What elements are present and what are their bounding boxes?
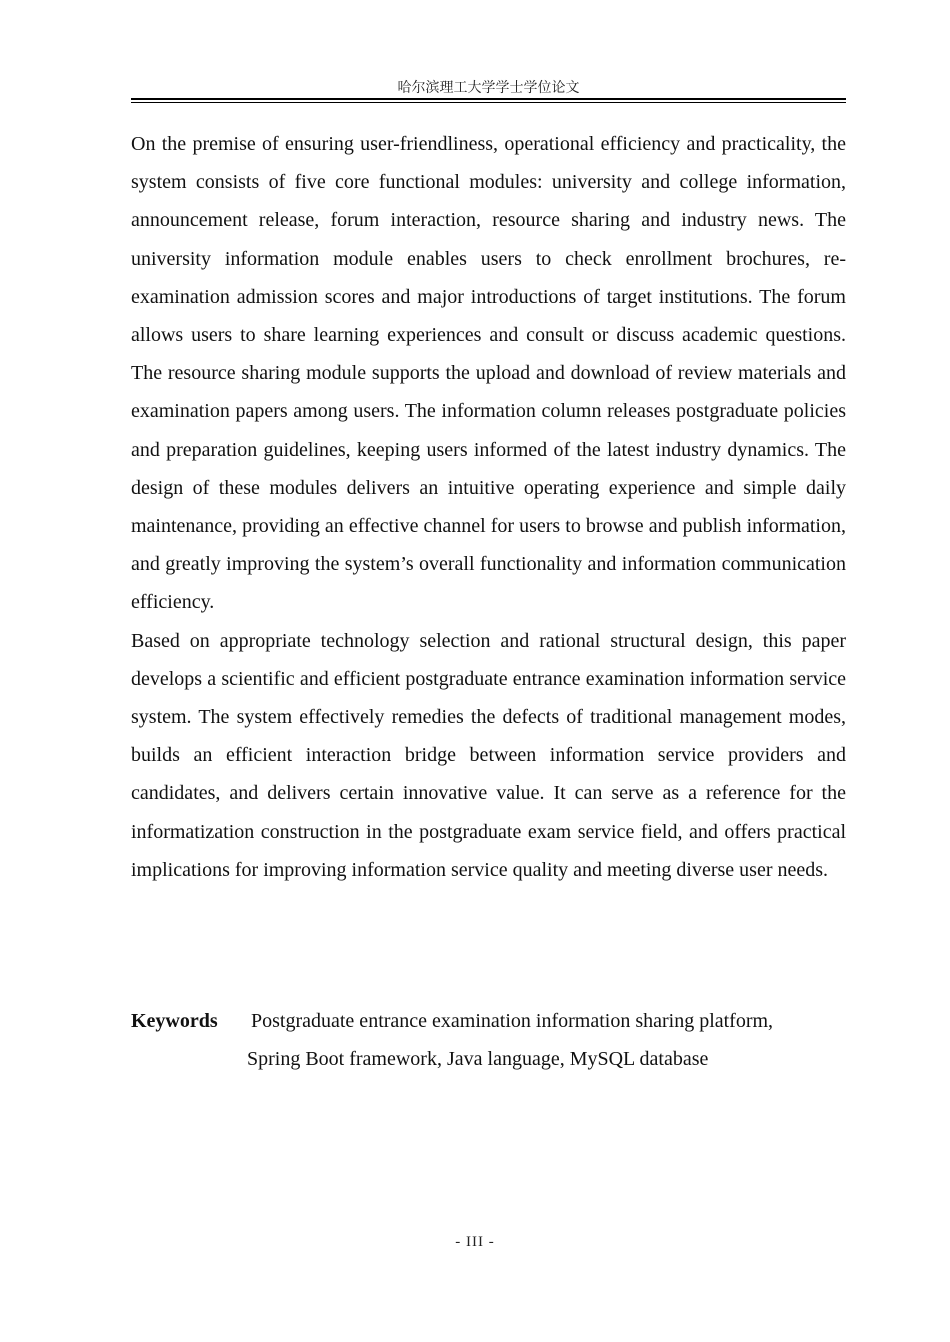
keywords-label: Keywords — [131, 1010, 218, 1032]
header-rule-thin — [131, 102, 846, 103]
abstract-body — [131, 125, 846, 889]
keywords-line-1: Postgraduate entrance examination information sharing platform, — [251, 1010, 774, 1032]
keywords-line-2: Spring Boot framework, Java language, MySQL database — [247, 1048, 709, 1071]
page-number: - III - — [455, 1234, 495, 1250]
header-rule-thick — [131, 98, 846, 100]
running-header: 哈尔滨理工大学学士学位论文 — [397, 80, 580, 96]
abstract-paragraph-1: On the premise of ensuring user-friendliness, operational efficiency and practicality, the system consists of five core functional modules: university and college information, announcement release, forum interaction, resource sharing and industry news. The university information module enables users to check enrollment brochures, re-examination admission scores and major introductions of target institutions. The forum allows users to share learning experiences and consult or discuss academic questions. The resource sharing module supports the upload and download of review materials and examination papers among users. The information column releases postgraduate policies and preparation guidelines, keeping users informed of the latest industry dynamics. The design of these modules delivers an intuitive operating experience and simple daily maintenance, providing an effective channel for users to browse and publish information, and greatly improving the system’s overall functionality and information communication efficiency. — [131, 133, 846, 614]
abstract-paragraph-2: Based on appropriate technology selection and rational structural design, this paper develops a scientific and efficient postgraduate entrance examination information service system. The system effectively remedies the defects of traditional management modes, builds an efficient interaction bridge between information service providers and candidates, and delivers certain innovative value. It can serve as a reference for the informatization construction in the postgraduate exam service field, and offers practical implications for improving information service quality and meeting diverse user needs. — [131, 629, 846, 881]
